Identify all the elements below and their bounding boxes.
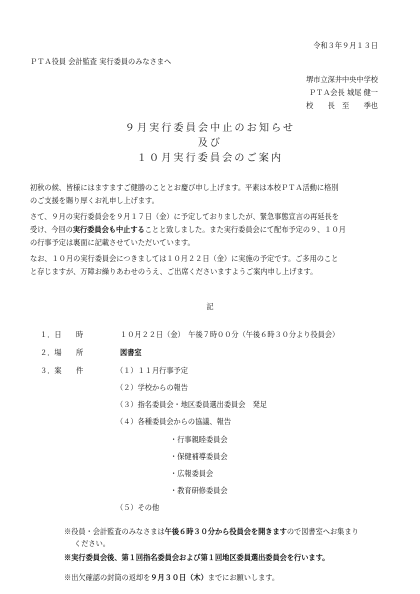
agenda-item-5: （５）その他 xyxy=(116,503,160,512)
committee-3: ・広報委員会 xyxy=(170,469,214,478)
body-p3-line1: なお、１０月の実行委員会につきましては１０月２２日（金）に実施の予定です。ご多用のこと xyxy=(30,254,339,263)
title-line1: ９月実行委員会中止のお知らせ xyxy=(124,123,296,134)
agenda-item-3: （３）指名委員会・地区委員選出委員会 発足 xyxy=(116,400,267,409)
note-3-post: までにお願いします。 xyxy=(207,573,280,582)
note-1-post: ので図書室へお集まり xyxy=(286,527,359,536)
body-p1-line2: のご支援を賜り厚くお礼申し上げます。 xyxy=(30,196,159,205)
title-line2: 及び xyxy=(197,138,223,149)
agenda-item-1: （１）１１月行事予定 xyxy=(116,366,188,375)
note-1-bold: 午後６時３０分から役員会を開きます xyxy=(164,527,287,536)
body-p2-line2-pre: 受け、今回の xyxy=(30,225,73,234)
committee-1: ・行事親睦委員会 xyxy=(170,435,228,444)
item-place-label: ２．場 所 xyxy=(40,348,84,357)
agenda-item-4: （４）各種委員会からの協議、報告 xyxy=(116,417,232,426)
note-1-pre: ※役員・会計監査のみなさまは xyxy=(64,527,165,536)
note-3-pre: ※出欠確認の封筒の返却を xyxy=(64,573,151,582)
note-1-line1 xyxy=(64,528,359,535)
ki-heading: 記 xyxy=(206,302,214,311)
note-2: ※実行委員会後、第１回指名委員会および第１回地区委員選出委員会を行います。 xyxy=(64,553,330,562)
committee-2: ・保健補導委員会 xyxy=(170,452,228,461)
date: 令和３年９月１３日 xyxy=(313,41,378,50)
item-date-label: １．日 時 xyxy=(40,330,84,339)
recipient: ＰＴＡ役員 会計監査 実行委員のみなさまへ xyxy=(30,57,172,66)
note-1-line2: ください。 xyxy=(74,539,110,548)
agenda-item-2: （２）学校からの報告 xyxy=(116,383,188,392)
sender-school: 堺市立深井中央中学校 xyxy=(306,75,378,84)
body-p2-line3: の行事予定は裏面に記載させていただいています。 xyxy=(30,238,195,247)
title-line3: １０月実行委員会のご案内 xyxy=(136,153,284,164)
note-3 xyxy=(64,574,279,581)
item-place-value: 図書室 xyxy=(120,348,142,357)
item-date-value: １０月２２日（金） 午後７時００分（午後６時３０分より役員会） xyxy=(120,330,340,339)
body-p1-line1: 初秋の候、皆様にはますますご健勝のこととお慶び申し上げます。平素は本校ＰＴＡ活動に格別 xyxy=(30,183,339,192)
sender-pta-president: ＰＴＡ会長 城尾 健一 xyxy=(308,88,378,97)
body-p2-line2-bold: 実行委員会も中止する xyxy=(72,225,145,234)
body-p3-line2: と存じますが、万障お繰りあわせのうえ、ご出席くださいますようご案内申し上げます。 xyxy=(30,267,318,276)
body-p2-line1: さて、９月の実行委員会を９月１７日（金）に予定しておりましたが、緊急事態宣言の再延長を xyxy=(30,212,339,221)
note-3-bold: ９月３０日（木） xyxy=(150,573,208,582)
item-agenda-label: ３．案 件 xyxy=(40,366,84,375)
body-p2-line2 xyxy=(30,226,346,233)
body-p2-line2-post: ことと致しました。また実行委員会にて配布予定の９、１０月 xyxy=(144,225,346,234)
sender-principal: 校 長 至 季也 xyxy=(306,101,378,110)
committee-4: ・教育研修委員会 xyxy=(170,486,228,495)
